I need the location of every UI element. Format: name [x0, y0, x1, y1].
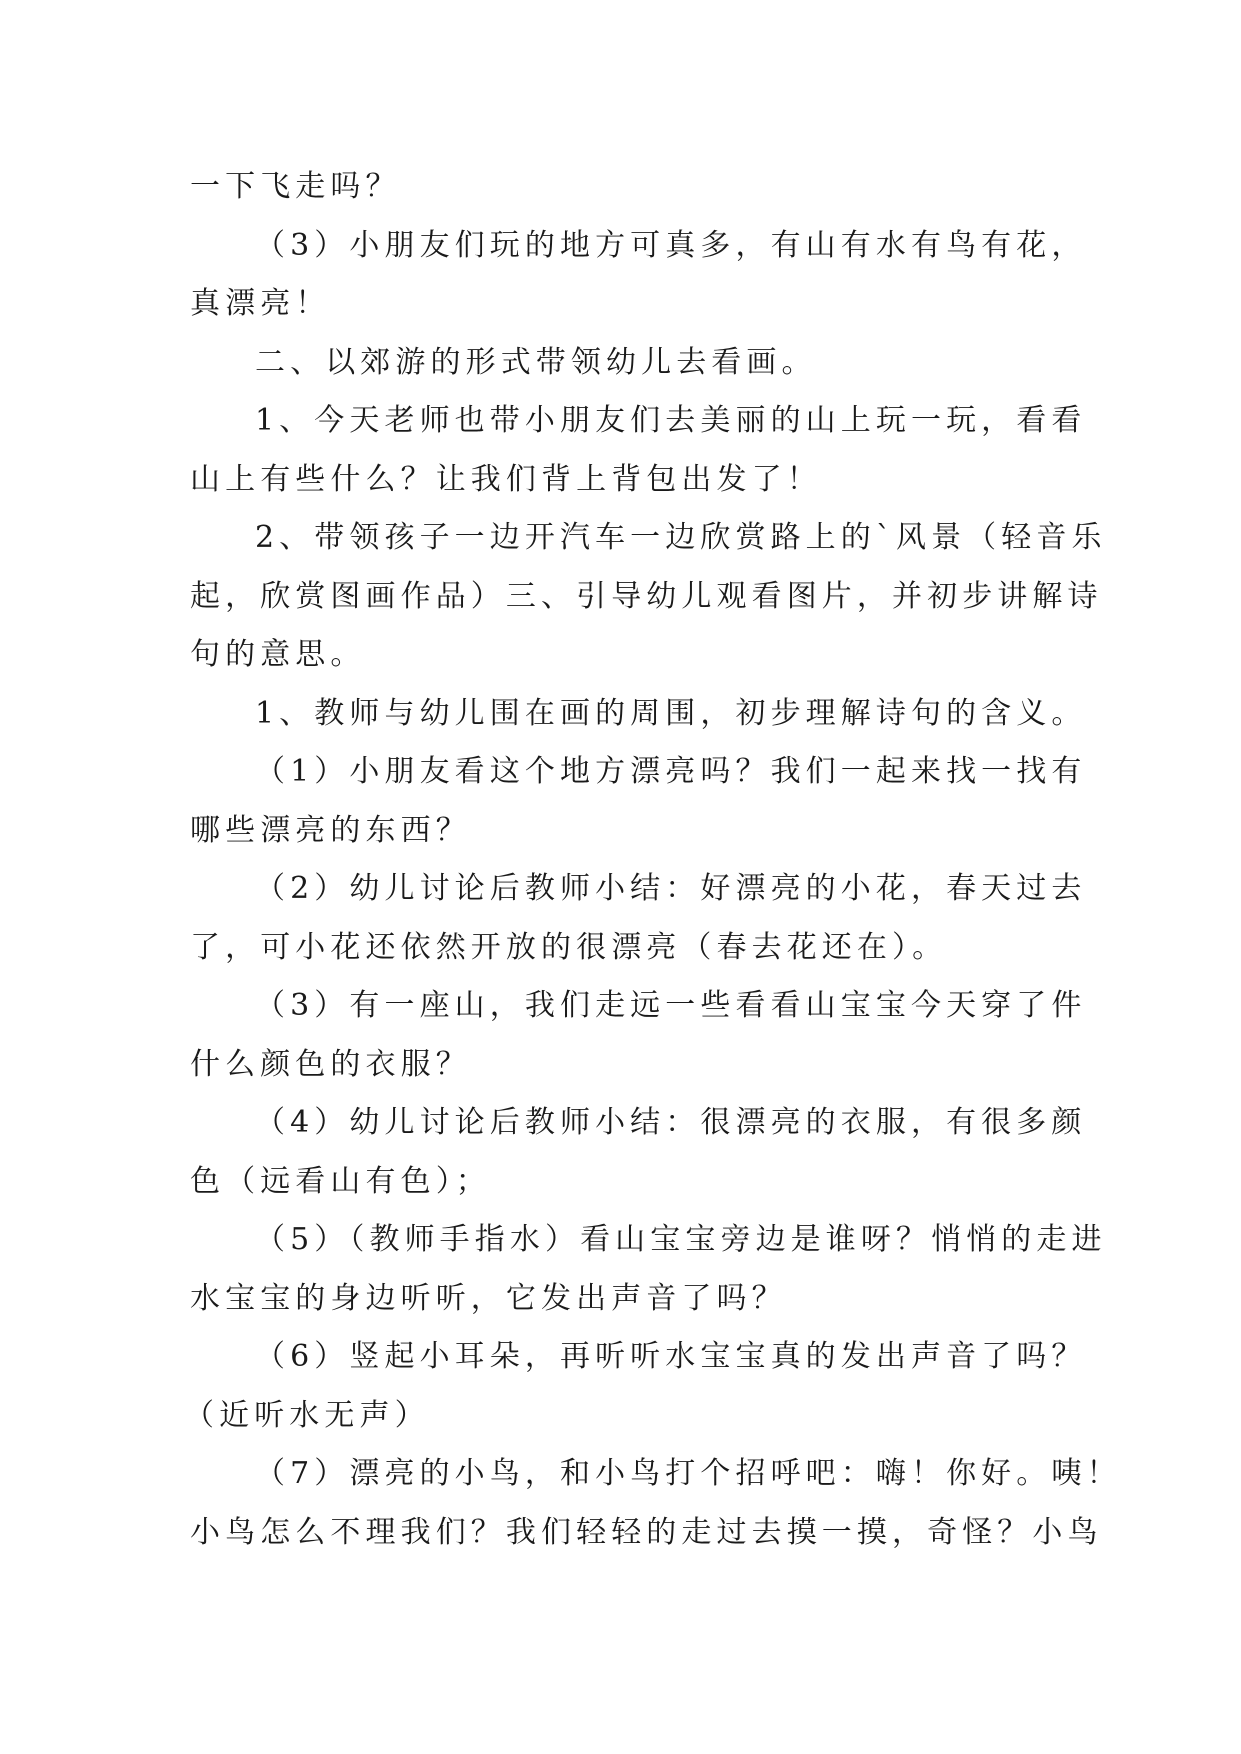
text-line: 山上有些什么？让我们背上背包出发了！ [190, 461, 822, 497]
text-line: 2、带领孩子一边开汽车一边欣赏路上的`风景（轻音乐 [255, 520, 1107, 555]
text-line: 哪些漂亮的东西？ [190, 812, 471, 848]
text-line: 什么颜色的衣服？ [190, 1046, 471, 1082]
text-line: 小鸟怎么不理我们？我们轻轻的走过去摸一摸，奇怪？小鸟 [190, 1514, 1103, 1550]
text-line: 真漂亮！ [190, 286, 331, 321]
body-text [184, 158, 1122, 1562]
text-line: 色（远看山有色）； [190, 1163, 491, 1199]
text-line: 起，欣赏图画作品）三、引导幼儿观看图片，并初步讲解诗 [190, 578, 1103, 614]
section-heading: 二、以郊游的形式带领幼儿去看画。 [255, 344, 817, 380]
text-line: （近听水无声） [184, 1397, 430, 1433]
text-line: （6）竖起小耳朵，再听听水宝宝真的发出声音了吗？ [255, 1339, 1087, 1374]
text-line: 1、教师与幼儿围在画的周围，初步理解诗句的含义。 [255, 695, 1087, 731]
text-line: 一下飞走吗？ [190, 169, 401, 204]
text-line: 1、今天老师也带小朋友们去美丽的山上玩一玩，看看 [255, 403, 1087, 438]
text-line: 句的意思。 [190, 637, 366, 672]
text-line: （3）有一座山，我们走远一些看看山宝宝今天穿了件 [255, 988, 1087, 1023]
text-line: （7）漂亮的小鸟，和小鸟打个招呼吧：嗨！你好。咦！ [255, 1456, 1122, 1491]
text-line: 水宝宝的身边听听，它发出声音了吗？ [190, 1280, 787, 1316]
text-line: （3）小朋友们玩的地方可真多，有山有水有鸟有花， [255, 227, 1087, 263]
text-line: 了，可小花还依然开放的很漂亮（春去花还在）。 [190, 929, 948, 965]
text-line: （1）小朋友看这个地方漂亮吗？我们一起来找一找有 [255, 754, 1087, 789]
text-line: （5）（教师手指水）看山宝宝旁边是谁呀？悄悄的走进 [255, 1222, 1107, 1257]
text-line: （4）幼儿讨论后教师小结：很漂亮的衣服，有很多颜 [255, 1105, 1087, 1140]
text-line: （2）幼儿讨论后教师小结：好漂亮的小花，春天过去 [255, 871, 1087, 906]
